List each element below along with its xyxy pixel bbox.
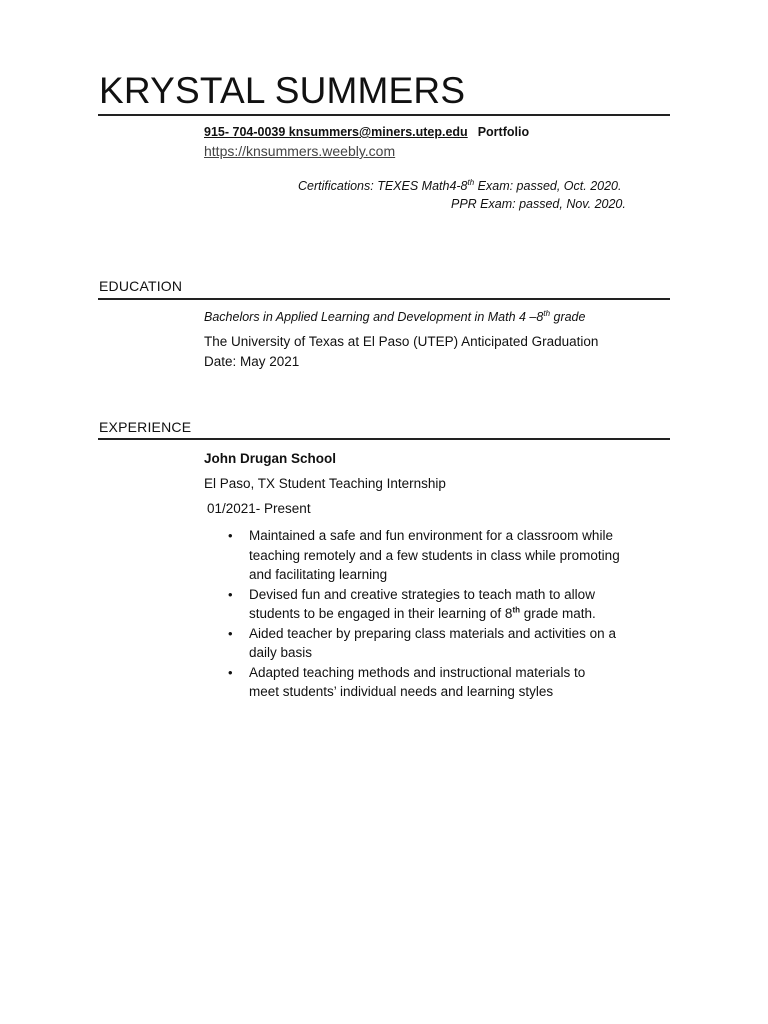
degree-superscript: th [543, 308, 551, 318]
bullet-text-suffix: grade math. [520, 606, 596, 621]
email-link[interactable]: 915- 704-0039 knsummers@miners.utep.edu [204, 125, 468, 139]
employer-name: John Drugan School [204, 451, 337, 466]
bullet-superscript: th [512, 605, 521, 615]
cert-superscript: th [467, 177, 475, 187]
bullet-line: Maintained a safe and fun environment for a classroom while [249, 528, 613, 543]
experience-heading: EXPERIENCE [99, 419, 192, 435]
bullet-line: meet students’ individual needs and learning styles [249, 684, 554, 699]
list-item [224, 624, 644, 663]
bullet-icon: • [228, 625, 233, 641]
contact-line [204, 125, 529, 139]
list-item [224, 526, 644, 585]
bullet-line: daily basis [249, 645, 313, 660]
bullet-icon: • [228, 586, 233, 602]
cert-text: Certifications: TEXES Math4-8 [298, 179, 468, 193]
portfolio-link[interactable]: https://knsummers.weebly.com [204, 143, 396, 159]
school-line-1: The University of Texas at El Paso (UTEP) Anticipated Graduation [204, 334, 599, 349]
education-heading: EDUCATION [99, 278, 183, 294]
job-dates: 01/2021- Present [207, 501, 311, 516]
resume-name: KRYSTAL SUMMERS [99, 70, 466, 111]
certification-line-2: PPR Exam: passed, Nov. 2020. [451, 197, 626, 211]
name-divider [98, 114, 670, 116]
bullet-line: Devised fun and creative strategies to teach math to allow [249, 586, 595, 602]
bullet-line: teaching remotely and a few students in class while promoting [249, 547, 620, 563]
bullet-text: students to be engaged in their learning of 8 [249, 606, 513, 621]
degree-text: Bachelors in Applied Learning and Development in Math 4 –8 [204, 310, 544, 324]
degree-title [204, 310, 585, 324]
bullet-icon: • [228, 664, 233, 680]
experience-bullets [224, 526, 644, 702]
job-location-role: El Paso, TX Student Teaching Internship [204, 476, 446, 491]
bullet-icon: • [228, 528, 233, 543]
degree-suffix: grade [550, 310, 586, 324]
school-line-2: Date: May 2021 [204, 354, 300, 369]
list-item [224, 663, 644, 702]
cert-text-suffix: Exam: passed, Oct. 2020. [474, 179, 622, 193]
education-divider [98, 298, 670, 300]
list-item [224, 585, 644, 624]
certification-line-1 [298, 179, 621, 193]
bullet-line: Adapted teaching methods and instructional materials to [249, 664, 586, 680]
experience-divider [98, 438, 670, 440]
bullet-line: and facilitating learning [249, 567, 388, 582]
bullet-line: Aided teacher by preparing class materials and activities on a [249, 625, 616, 641]
bullet-line [249, 604, 644, 624]
portfolio-label: Portfolio [477, 125, 530, 139]
